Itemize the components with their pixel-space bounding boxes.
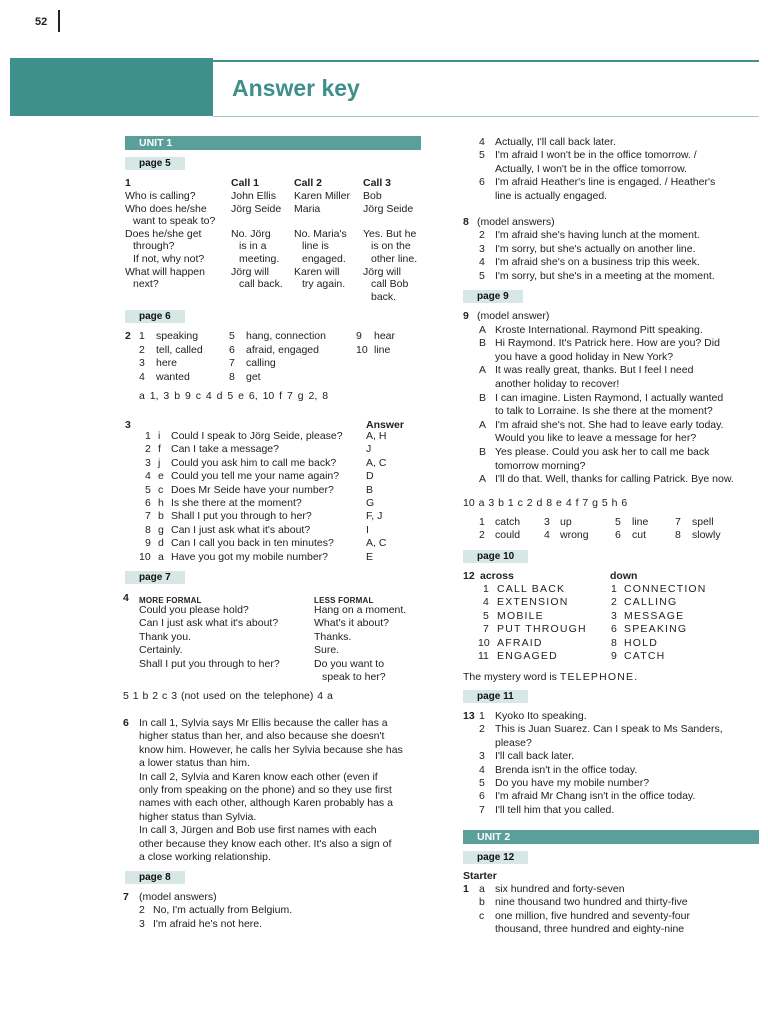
across-word: MOBILE	[497, 609, 544, 622]
column-header-less-formal: LESS FORMAL	[314, 596, 374, 605]
item-sentence: Does Mr Seide have your number?	[171, 483, 334, 496]
answer-item: here	[156, 357, 178, 369]
table-cell: What will happen	[125, 265, 205, 278]
answer-line: I'm afraid she's on a business trip this week.	[495, 256, 700, 269]
item-number: 5	[479, 269, 485, 282]
page-12-tag: page 12	[463, 851, 528, 864]
answer-item: get	[246, 370, 261, 383]
page-5-tag: page 5	[125, 157, 185, 170]
down-number: 3	[611, 609, 617, 622]
across-number: 10	[478, 636, 490, 649]
item-number: 2	[139, 904, 145, 917]
page-10-tag: page 10	[463, 550, 528, 563]
answer-line: I'm afraid he's not here.	[153, 917, 263, 930]
across-word: ENGAGED	[497, 650, 558, 662]
answer-header: Answer	[366, 419, 404, 431]
down-word: SPEAKING	[624, 623, 688, 636]
word-item: 5	[615, 516, 621, 528]
dialogue-line: I can imagine. Listen Raymond, I actually wanted	[495, 391, 724, 404]
item-answer: A, H	[366, 430, 387, 442]
paragraph-line: In call 3, Jürgen and Bob use first names with each	[139, 824, 377, 837]
table-cell: is on the	[371, 240, 411, 253]
paragraph-line: higher status than Sylvia.	[139, 810, 257, 823]
item-number: 5	[479, 777, 485, 789]
item-letter: i	[158, 430, 161, 442]
word-item: wrong	[560, 529, 589, 542]
table-cell: Jörg will	[231, 265, 269, 278]
less-formal-phrase: Do you want to	[314, 657, 385, 670]
word-item: catch	[495, 516, 521, 528]
item-sentence: Could I speak to Jörg Seide, please?	[171, 430, 343, 442]
item-answer: F, J	[366, 510, 383, 523]
item-number: 8	[145, 523, 151, 536]
item-number: 6	[145, 497, 151, 509]
answer-item: 1	[139, 330, 145, 342]
paragraph-line: In call 1, Sylvia says Mr Ellis because the caller has a	[139, 717, 388, 729]
item-letter: c	[479, 909, 485, 922]
answer-item: 9	[356, 330, 362, 342]
table-cell: John Ellis	[231, 190, 276, 202]
down-number: 8	[611, 636, 617, 649]
column-header-more-formal: MORE FORMAL	[139, 596, 202, 605]
title-top-rule	[213, 60, 759, 62]
answer-line: I'm afraid I won't be in the office tomorrow. /	[495, 149, 697, 162]
answer-line: thousand, three hundred and eighty-nine	[495, 923, 685, 936]
table-cell: Who is calling?	[125, 190, 196, 202]
item-answer: J	[366, 443, 372, 456]
speaker-label: B	[479, 337, 487, 350]
exercise-10: 10 a 3 b 1 c 2 d 8 e 4 f 7 g 5 h 6	[463, 497, 628, 509]
item-letter: a	[479, 883, 485, 895]
page-title: Answer key	[232, 75, 360, 101]
exercise-number: 1	[463, 883, 469, 895]
item-number: 3	[139, 917, 145, 930]
page-7-tag: page 7	[125, 571, 185, 584]
item-letter: b	[479, 896, 485, 909]
item-sentence: Have you got my mobile number?	[171, 550, 328, 563]
word-item: 4	[544, 529, 550, 542]
item-answer: D	[366, 470, 374, 483]
answer-line: nine thousand two hundred and thirty-five	[495, 896, 688, 909]
dialogue-line: you have a good holiday in New York?	[495, 350, 674, 363]
answer-line: six hundred and forty-seven	[495, 883, 625, 895]
starter-heading: Starter	[463, 870, 497, 882]
dialogue-line: Yes please. Could you ask her to call me back	[495, 446, 710, 458]
answer-line: (model answers)	[477, 216, 555, 228]
speaker-label: B	[479, 446, 487, 458]
table-cell: try again.	[302, 278, 346, 291]
exercise-number: 13	[463, 710, 475, 722]
across-word: PUT THROUGH	[497, 623, 587, 636]
item-letter: d	[158, 537, 164, 550]
item-number: 7	[145, 510, 151, 523]
page-number-divider	[58, 10, 60, 32]
word-item: 7	[675, 516, 681, 528]
answer-line: I'll tell him that you called.	[495, 803, 615, 816]
answer-line: I'm sorry, but she's actually on another line.	[495, 242, 696, 255]
dialogue-line: I'm afraid she's not. She had to leave early today.	[495, 418, 724, 431]
item-answer: A, C	[366, 537, 387, 550]
paragraph-line: only from speaking on the phone) and so they use first	[139, 784, 392, 796]
answer-line: I'm afraid she's having lunch at the moment.	[495, 229, 700, 242]
item-number: 5	[145, 483, 151, 496]
table-cell: call Bob	[371, 278, 409, 291]
down-number: 6	[611, 623, 617, 636]
answer-line: I'm afraid Mr Chang isn't in the office today.	[495, 790, 696, 803]
table-cell: No. Maria's	[294, 227, 347, 240]
answer-item: afraid, engaged	[246, 343, 319, 356]
word-item: cut	[632, 529, 647, 542]
less-formal-phrase: What's it about?	[314, 617, 389, 630]
item-sentence: Could you ask him to call me back?	[171, 456, 337, 469]
item-number: 1	[145, 430, 151, 442]
table-cell: Maria	[294, 202, 321, 215]
answer-item: 7	[229, 357, 235, 369]
answer-line: No, I'm actually from Belgium.	[153, 904, 293, 917]
answer-line: Actually, I won't be in the office tomorrow.	[495, 162, 687, 175]
item-letter: f	[158, 443, 161, 456]
word-item: spell	[692, 516, 714, 528]
item-number: 6	[479, 790, 485, 803]
answer-line: I'll call back later.	[495, 750, 575, 763]
exercise-number: 4	[123, 592, 129, 604]
word-item: 8	[675, 529, 681, 542]
unit-1-bar: UNIT 1	[125, 136, 421, 150]
table-cell: No. Jörg	[231, 227, 271, 240]
table-cell: other line.	[371, 253, 418, 265]
table-cell: call back.	[239, 278, 283, 291]
more-formal-phrase: Could you please hold?	[139, 604, 249, 616]
item-sentence: Can I call you back in ten minutes?	[171, 537, 334, 550]
item-number: 3	[145, 456, 151, 469]
title-band	[10, 58, 213, 116]
down-word: CONNECTION	[624, 583, 707, 595]
exercise-number: 12	[463, 570, 475, 582]
across-number: 5	[483, 609, 489, 622]
more-formal-phrase: Certainly.	[139, 644, 183, 657]
speaker-label: A	[479, 364, 487, 377]
item-letter: j	[158, 456, 161, 469]
speaker-label: B	[479, 391, 487, 404]
table-cell: Jörg Seide	[231, 202, 282, 215]
title-bottom-rule	[213, 116, 759, 117]
page-8-tag: page 8	[125, 871, 185, 884]
item-letter: h	[158, 497, 164, 509]
down-word: HOLD	[624, 636, 658, 649]
item-number: 3	[479, 242, 485, 255]
answer-line: I'm sorry, but she's in a meeting at the moment.	[495, 269, 715, 282]
table-header: Call 3	[363, 177, 392, 189]
item-number: 2	[479, 229, 485, 242]
word-item: 2	[479, 529, 485, 542]
table-cell: Who does he/she	[125, 202, 207, 215]
page-11-tag: page 11	[463, 690, 528, 703]
answer-line: Kyoko Ito speaking.	[495, 710, 587, 722]
exercise-number: 9	[463, 310, 469, 322]
down-header: down	[610, 570, 638, 582]
item-number: 3	[479, 750, 485, 763]
exercise-number: 8	[463, 216, 469, 228]
less-formal-phrase: Sure.	[314, 644, 340, 657]
down-word: MESSAGE	[624, 609, 685, 622]
dialogue-line: to talk to Lorraine. Is she there at the moment?	[495, 405, 713, 418]
page-6-tag: page 6	[125, 310, 185, 323]
dialogue-line: Hi Raymond. It's Patrick here. How are you? Did	[495, 337, 720, 350]
item-answer: I	[366, 523, 369, 536]
paragraph-line: higher status than her, and also because she doesn't	[139, 730, 385, 743]
across-number: 1	[483, 583, 489, 595]
item-number: 6	[479, 176, 485, 189]
item-sentence: Is she there at the moment?	[171, 497, 302, 509]
answer-line: Brenda isn't in the office today.	[495, 763, 638, 776]
item-letter: a	[158, 550, 164, 563]
item-letter: b	[158, 510, 164, 523]
answer-item: tell, called	[156, 343, 203, 356]
less-formal-phrase: speak to her?	[322, 671, 386, 683]
down-word: CATCH	[624, 650, 666, 662]
answer-line: please?	[495, 736, 532, 749]
word-item: up	[560, 516, 572, 528]
dialogue-line: Kroste International. Raymond Pitt speaking.	[495, 323, 703, 336]
item-sentence: Can I take a message?	[171, 443, 279, 456]
less-formal-phrase: Thanks.	[314, 630, 352, 643]
answer-item: 3	[139, 357, 145, 369]
mystery-word: TELEPHONE.	[559, 671, 639, 683]
answer-item: line	[374, 343, 391, 356]
item-number: 2	[145, 443, 151, 456]
dialogue-line: I'll do that. Well, thanks for calling Patrick. Bye now.	[495, 473, 734, 486]
answer-item: 2	[139, 343, 145, 356]
dialogue-line: another holiday to recover!	[495, 378, 620, 390]
word-item: could	[495, 529, 521, 542]
table-cell: Karen Miller	[294, 190, 351, 202]
exercise-2-letters: a 1, 3 b 9 c 4 d 5 e 6, 10 f 7 g 2, 8	[139, 390, 329, 402]
paragraph-line: other because they know each other. It's also a sign of	[139, 837, 392, 850]
answer-line: (model answers)	[139, 891, 217, 903]
down-number: 1	[611, 583, 617, 595]
answer-line: Actually, I'll call back later.	[495, 136, 616, 148]
across-header: across	[480, 570, 514, 582]
paragraph-line: a lower status than him.	[139, 757, 250, 770]
table-header: Call 1	[231, 177, 260, 189]
across-number: 11	[478, 650, 489, 662]
page-number: 52	[35, 16, 48, 28]
item-number: 5	[479, 149, 485, 162]
table-cell: meeting.	[239, 253, 280, 265]
item-number: 4	[145, 470, 151, 483]
word-item: line	[632, 516, 649, 528]
down-word: CALLING	[624, 596, 678, 609]
more-formal-phrase: Shall I put you through to her?	[139, 657, 280, 670]
across-word: AFRAID	[497, 636, 543, 649]
answer-line: one million, five hundred and seventy-four	[495, 909, 690, 922]
table-cell: Karen will	[294, 265, 340, 278]
answer-line: I'm afraid Heather's line is engaged. / Heather's	[495, 176, 716, 189]
mystery-word-line	[463, 671, 638, 684]
item-letter: g	[158, 523, 164, 536]
answer-item: hear	[374, 330, 396, 342]
less-formal-phrase: Hang on a moment.	[314, 604, 407, 616]
item-sentence: Can I just ask what it's about?	[171, 523, 311, 536]
answer-item: 6	[229, 343, 235, 356]
answer-line: Do you have my mobile number?	[495, 777, 650, 789]
answer-item: 4	[139, 370, 145, 383]
exercise-number: 3	[125, 419, 131, 431]
table-cell: Yes. But he	[363, 227, 417, 240]
word-item: slowly	[692, 529, 721, 542]
answer-item: hang, connection	[246, 330, 326, 342]
item-number: 9	[145, 537, 151, 550]
paragraph-line: a close working relationship.	[139, 851, 271, 863]
answer-line: line is actually engaged.	[495, 189, 608, 202]
paragraph-line: names with each other, although Karen probably has a	[139, 797, 393, 810]
dialogue-line: tomorrow morning?	[495, 459, 586, 472]
across-word: EXTENSION	[497, 596, 569, 609]
page-9-tag: page 9	[463, 290, 523, 303]
item-number: 2	[479, 723, 485, 736]
across-number: 7	[483, 623, 489, 636]
answer-item: wanted	[156, 370, 190, 383]
mystery-word-prefix: The mystery word is	[463, 671, 557, 683]
across-number: 4	[483, 596, 489, 609]
exercise-number: 7	[123, 891, 129, 903]
speaker-label: A	[479, 473, 487, 486]
more-formal-phrase: Thank you.	[139, 630, 191, 643]
table-cell: engaged.	[302, 253, 346, 265]
answer-line: This is Juan Suarez. Can I speak to Ms Sanders,	[495, 723, 723, 736]
item-number: 4	[479, 763, 485, 776]
answer-item: 8	[229, 370, 235, 383]
unit-2-bar: UNIT 2	[463, 830, 759, 844]
down-number: 2	[611, 596, 617, 609]
answer-item: 10	[356, 343, 368, 356]
paragraph-line: know him. However, he calls her Sylvia because she has	[139, 743, 403, 756]
table-header: 1	[125, 177, 131, 189]
item-sentence: Shall I put you through to her?	[171, 510, 312, 523]
table-cell: Jörg will	[363, 265, 401, 278]
speaker-label: A	[479, 418, 487, 431]
word-item: 3	[544, 516, 550, 528]
table-cell: next?	[133, 278, 159, 291]
exercise-5: 5 1 b 2 c 3 (not used on the telephone) 4 a	[123, 690, 333, 702]
item-answer: B	[366, 483, 374, 496]
table-cell: back.	[371, 290, 397, 303]
item-answer: A, C	[366, 456, 387, 469]
table-header: Call 2	[294, 177, 323, 189]
across-word: CALL BACK	[497, 583, 566, 595]
item-answer: E	[366, 550, 374, 563]
item-number: 4	[479, 256, 485, 269]
word-item: 1	[479, 516, 485, 528]
exercise-number: 6	[123, 717, 129, 729]
item-number: 7	[479, 803, 485, 816]
item-number: 4	[479, 136, 485, 148]
table-cell: Does he/she get	[125, 227, 202, 240]
answer-item: speaking	[156, 330, 199, 342]
more-formal-phrase: Can I just ask what it's about?	[139, 617, 279, 630]
table-cell: Bob	[363, 190, 382, 202]
paragraph-line: In call 2, Sylvia and Karen know each other (even if	[139, 770, 378, 783]
dialogue-line: Would you like to leave a message for her?	[495, 432, 697, 445]
dialogue-line: It was really great, thanks. But I feel I need	[495, 364, 694, 377]
table-cell: want to speak to?	[133, 215, 216, 228]
down-number: 9	[611, 650, 617, 662]
answer-item: 5	[229, 330, 235, 342]
item-number: 10	[139, 550, 151, 563]
item-number: 1	[479, 710, 485, 722]
dialogue-line: (model answer)	[477, 310, 550, 322]
table-cell: line is	[302, 240, 329, 253]
item-letter: c	[158, 483, 164, 496]
item-answer: G	[366, 497, 375, 509]
exercise-number: 2	[125, 330, 131, 342]
item-sentence: Could you tell me your name again?	[171, 470, 340, 483]
table-cell: through?	[133, 240, 175, 253]
table-cell: If not, why not?	[133, 253, 205, 265]
table-cell: Jörg Seide	[363, 202, 414, 215]
table-cell: is in a	[239, 240, 267, 253]
item-letter: e	[158, 470, 164, 483]
answer-item: calling	[246, 357, 276, 369]
speaker-label: A	[479, 323, 487, 336]
word-item: 6	[615, 529, 621, 542]
